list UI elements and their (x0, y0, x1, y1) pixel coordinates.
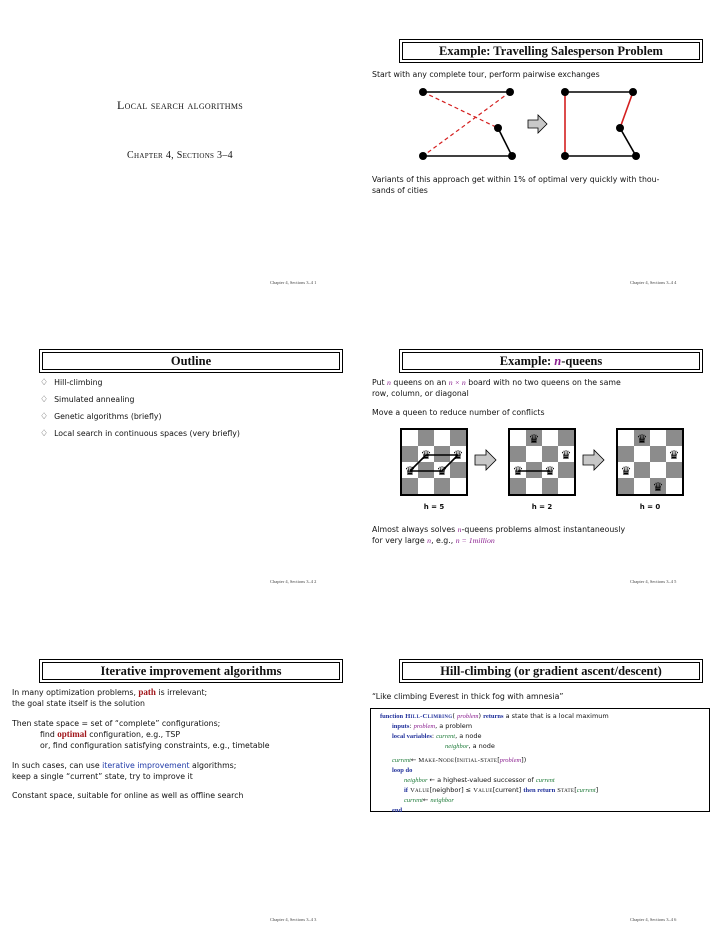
slide-3-p3-line1: In such cases, can use iterative improvement algorithms; (12, 761, 237, 770)
board-square (510, 478, 526, 494)
queens-board-h0 (616, 428, 684, 496)
slide-6 (360, 620, 720, 930)
slide-2-title: Outline (170, 354, 212, 368)
slide-4-title: Example: Travelling Salesperson Problem (439, 44, 663, 58)
slide-4-line-2: Variants of this approach get within 1% of optimal very quickly with thou- (372, 175, 660, 184)
code-line-8: if Value[neighbor] ≤ Value[current] then return State[current] (404, 786, 599, 794)
queen-icon: ♛ (452, 448, 464, 462)
queen-icon: ♛ (528, 432, 540, 446)
board-square (418, 462, 434, 478)
outline-item-3: ♢ Genetic algorithms (briefly) (40, 412, 162, 422)
board-square (402, 430, 418, 446)
board-square (418, 430, 434, 446)
code-line-10: end (392, 807, 403, 814)
slide-5-line-1: Put n queens on an n × n board with no two queens on the same (372, 378, 621, 387)
board-square (558, 430, 574, 446)
code-line-5: current← Make-Node(Initial-State[problem]) (392, 756, 527, 764)
slide-5-footer: Chapter 4, Sections 3–4 5 (630, 579, 677, 584)
queen-icon: ♛ (404, 464, 416, 478)
slide-3-p2-line3: or, find configuration satisfying constraints, e.g., timetable (40, 741, 270, 750)
board-square (618, 478, 634, 494)
slide-4-footer: Chapter 4, Sections 3–4 4 (630, 280, 677, 285)
board-square (418, 478, 434, 494)
slide-3-p1-line2: the goal state itself is the solution (12, 699, 145, 708)
slide-3-title-box (42, 662, 340, 680)
board-square (434, 478, 450, 494)
slide-1-footer: Chapter 4, Sections 3–4 1 (270, 280, 317, 285)
queen-icon: ♛ (620, 464, 632, 478)
tsp-tour-after (561, 88, 640, 160)
code-line-4: neighbor, a node (445, 742, 495, 750)
slide-5-line-2: row, column, or diagonal (372, 389, 469, 398)
outline-item-2: ♢ Simulated annealing (40, 395, 135, 405)
diamond-bullet-icon: ♢ (40, 378, 49, 388)
queens-arrow-icon (474, 449, 498, 471)
queens-arrow-icon (582, 449, 606, 471)
board-square (526, 478, 542, 494)
board-square (618, 446, 634, 462)
board-square (526, 446, 542, 462)
tsp-arrow-icon (528, 115, 547, 133)
board-square (666, 430, 682, 446)
slide-6-footer: Chapter 4, Sections 3–4 6 (630, 917, 677, 922)
board-square (650, 430, 666, 446)
slide-1-title: Local search algorithms (116, 98, 243, 112)
slide-3-p3-line2: keep a single “current” state, try to improve it (12, 772, 193, 781)
slide-4 (360, 0, 720, 310)
board-square (558, 478, 574, 494)
diamond-bullet-icon: ♢ (40, 429, 49, 439)
code-line-6: loop do (392, 767, 413, 774)
board-square (402, 478, 418, 494)
board-square (542, 430, 558, 446)
board-square (510, 446, 526, 462)
h-label-3: h = 0 (639, 503, 661, 511)
slide-6-quote: “Like climbing Everest in thick fog with amnesia” (372, 692, 564, 701)
board-square (666, 478, 682, 494)
code-line-1: function Hill-Climbing( problem) returns a state that is a local maximum (380, 712, 609, 720)
slide-4-title-box (402, 42, 700, 60)
queen-icon: ♛ (436, 464, 448, 478)
slide-1 (0, 0, 360, 310)
board-square (618, 430, 634, 446)
slide-3-title: Iterative improvement algorithms (100, 664, 282, 678)
slide-5-line-3: Move a queen to reduce number of conflicts (372, 408, 545, 417)
board-square (526, 462, 542, 478)
queen-icon: ♛ (560, 448, 572, 462)
board-square (542, 478, 558, 494)
queen-icon: ♛ (544, 464, 556, 478)
slide-2 (0, 310, 360, 620)
slide-5-line-5: for very large n, e.g., n = 1million (372, 536, 495, 545)
slide-3-p1-line1: In many optimization problems, path is irrelevant; (12, 687, 208, 697)
board-square (634, 462, 650, 478)
slide-6-title-box (402, 662, 700, 680)
slide-6-title: Hill-climbing (or gradient ascent/descent) (440, 664, 662, 678)
queen-icon: ♛ (636, 432, 648, 446)
outline-item-4: ♢ Local search in continuous spaces (very briefly) (40, 429, 240, 439)
slide-3 (0, 620, 360, 930)
code-line-7: neighbor ← a highest-valued successor of current (404, 776, 555, 784)
queen-icon: ♛ (512, 464, 524, 478)
board-square (634, 446, 650, 462)
queen-icon: ♛ (652, 480, 664, 494)
board-square (666, 462, 682, 478)
slide-3-p4: Constant space, suitable for online as well as offline search (12, 791, 244, 800)
code-line-2: inputs: problem, a problem (392, 722, 473, 730)
h-label-2: h = 2 (531, 503, 553, 511)
tsp-tour-before (419, 88, 516, 160)
board-square (434, 430, 450, 446)
slide-4-line-1: Start with any complete tour, perform pairwise exchanges (372, 70, 600, 79)
slide-4-line-3: sands of cities (372, 186, 428, 195)
slide-3-p2-line1: Then state space = set of “complete” configurations; (12, 719, 221, 728)
board-square (634, 478, 650, 494)
slide-5-line-4: Almost always solves n-queens problems almost instantaneously (372, 525, 626, 534)
code-line-9: current← neighbor (404, 796, 454, 804)
queens-board-h5 (400, 428, 468, 496)
code-line-3: local variables: current, a node (392, 732, 482, 740)
slide-1-subtitle: Chapter 4, Sections 3–4 (127, 150, 233, 161)
board-square (450, 430, 466, 446)
slide-3-footer: Chapter 4, Sections 3–4 3 (270, 917, 317, 922)
slide-2-title-box (42, 352, 340, 370)
board-square (558, 462, 574, 478)
board-square (650, 462, 666, 478)
board-square (510, 430, 526, 446)
board-square (450, 478, 466, 494)
slide-5 (360, 310, 720, 620)
queen-icon: ♛ (668, 448, 680, 462)
board-square (650, 446, 666, 462)
h-label-1: h = 5 (423, 503, 445, 511)
board-square (450, 462, 466, 478)
slide-3-p2-line2: find optimal configuration, e.g., TSP (40, 729, 181, 739)
outline-item-1: ♢ Hill-climbing (40, 378, 103, 388)
board-square (402, 446, 418, 462)
slide-5-title-box: Example: n-queens (402, 352, 700, 370)
board-square (434, 446, 450, 462)
queens-board-h2 (508, 428, 576, 496)
tsp-diagram (360, 84, 720, 174)
board-square (542, 446, 558, 462)
queen-icon: ♛ (420, 448, 432, 462)
slide-2-footer: Chapter 4, Sections 3–4 2 (270, 579, 317, 584)
diamond-bullet-icon: ♢ (40, 395, 49, 405)
diamond-bullet-icon: ♢ (40, 412, 49, 422)
